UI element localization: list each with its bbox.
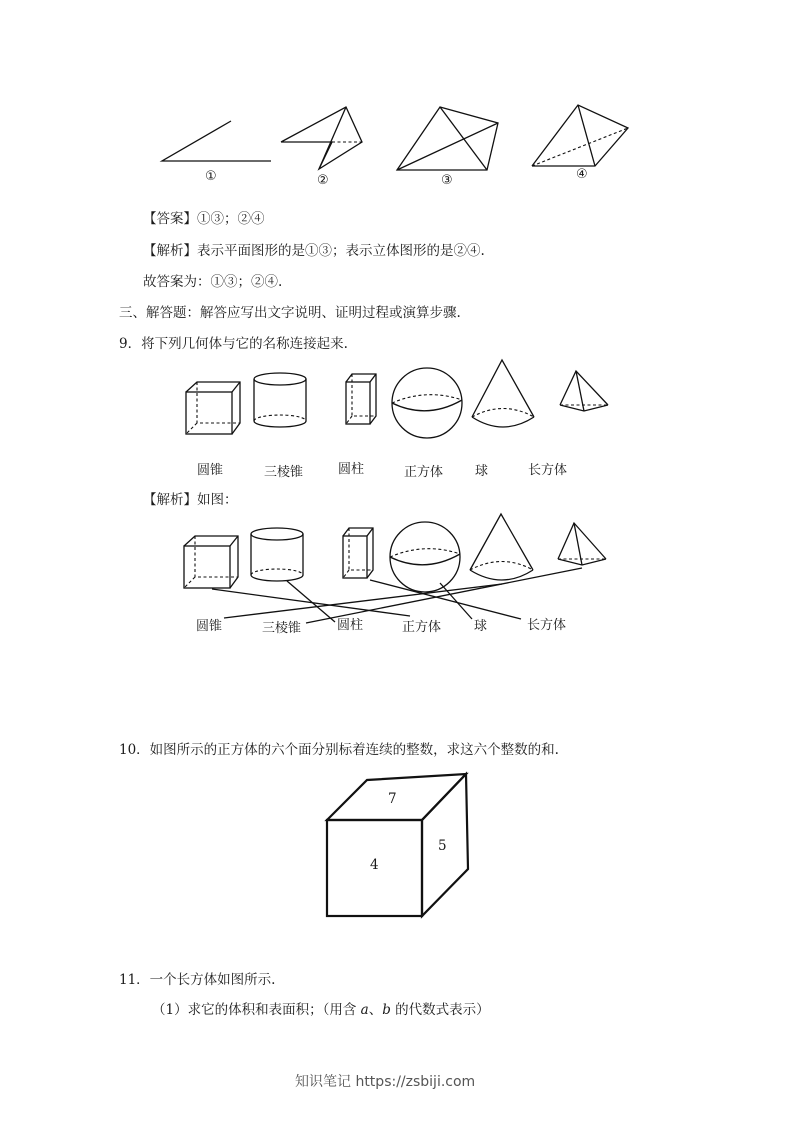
q9-name-4: 正方体 [404, 465, 444, 480]
q11-part1 [152, 998, 490, 1018]
q9-ans-name-2: 三棱锥 [262, 621, 302, 636]
answer-text: ①③；②④ [197, 211, 265, 227]
cube-top-number: 7 [388, 791, 397, 807]
q9-name-1: 圆锥 [197, 463, 224, 478]
q10-stem: 10．如图所示的正方体的六个面分别标着连续的整数，求这六个整数的和. [119, 742, 559, 758]
section-heading: 三、解答题：解答应写出文字说明、证明过程或演算步骤. [119, 305, 461, 321]
q11-stem: 11．一个长方体如图所示. [119, 972, 276, 988]
figure-label-4: ④ [576, 167, 588, 182]
q9-stem: 9．将下列几何体与它的名称连接起来. [119, 336, 348, 352]
figure-label-2: ② [317, 173, 329, 188]
figure-label-3: ③ [441, 173, 453, 188]
q9-ans-name-1: 圆锥 [196, 619, 223, 634]
conclusion-line: 故答案为：①③；②④. [143, 274, 283, 290]
q9-ans-name-5: 球 [474, 619, 488, 634]
q11-var-a: a [360, 1002, 369, 1018]
q11-part1-suffix: 的代数式表示） [395, 1002, 490, 1018]
q11-part1-prefix: （1）求它的体积和表面积；（用含 [152, 1002, 357, 1018]
footer-watermark[interactable]: 知识笔记 https://zsbiji.com [295, 1074, 476, 1090]
cube-right-number: 5 [438, 838, 447, 854]
answer-tag: 【答案】 [143, 211, 197, 227]
analysis-text: 表示平面图形的是①③；表示立体图形的是②④. [197, 243, 485, 259]
analysis-tag: 【解析】 [143, 243, 197, 259]
cube-front-number: 4 [370, 857, 379, 873]
q9-ans-name-6: 长方体 [527, 618, 567, 633]
q9-analysis-tag: 【解析】 [143, 492, 197, 508]
q9-name-3: 圆柱 [338, 462, 365, 477]
q11-sep: 、 [368, 1002, 383, 1018]
q9-analysis-text: 如图： [197, 492, 238, 508]
q11-var-b: b [382, 1002, 391, 1018]
figure-label-1: ① [205, 169, 217, 184]
q9-name-2: 三棱锥 [264, 465, 304, 480]
q9-ans-name-4: 正方体 [402, 620, 442, 635]
q9-name-6: 长方体 [528, 463, 568, 478]
q9-ans-name-3: 圆柱 [337, 618, 364, 633]
q9-name-5: 球 [475, 464, 489, 479]
